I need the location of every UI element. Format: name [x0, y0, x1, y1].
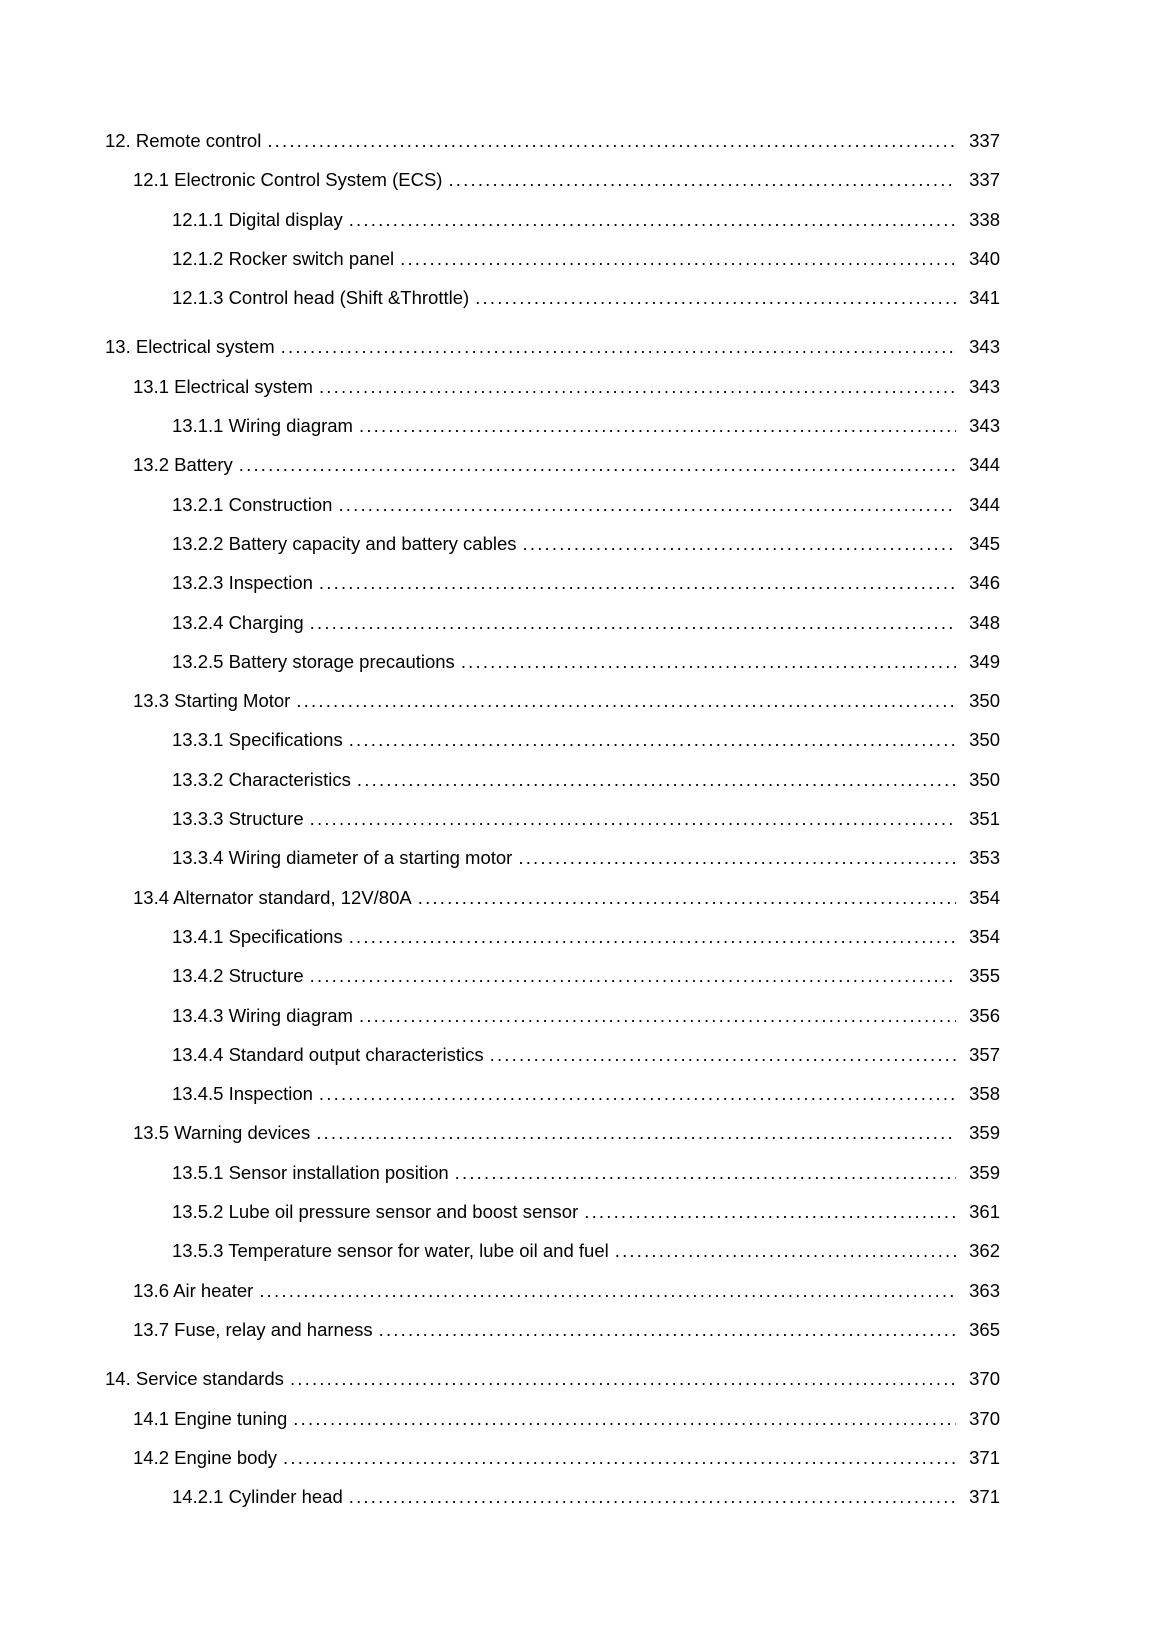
- toc-entry[interactable]: [105, 406, 1000, 445]
- toc-dot-leader: [379, 1310, 956, 1349]
- toc-page-number: 350: [969, 729, 1000, 751]
- toc-page-number: 345: [969, 532, 1000, 554]
- toc-dot-leader: [359, 996, 956, 1035]
- toc-entry-label: 13.2.3 Inspection: [172, 572, 313, 594]
- toc-entry[interactable]: [105, 1310, 1000, 1349]
- toc-entry-label: 13.7 Fuse, relay and harness: [133, 1318, 373, 1340]
- toc-page-number: 359: [969, 1122, 1000, 1144]
- toc-entry-label: 13. Electrical system: [105, 336, 275, 358]
- toc-dot-leader: [523, 524, 956, 563]
- toc-entry[interactable]: [105, 956, 1000, 995]
- toc-entry-label: 12.1.1 Digital display: [172, 208, 343, 230]
- toc-dot-leader: [349, 1477, 956, 1516]
- toc-entry[interactable]: [105, 1192, 1000, 1231]
- toc-entry[interactable]: [105, 642, 1000, 681]
- toc-entry-label: 12.1.3 Control head (Shift &Throttle): [172, 287, 470, 309]
- toc-entry[interactable]: [105, 1153, 1000, 1192]
- toc-entry[interactable]: [105, 563, 1000, 602]
- toc-entry-label: 13.5.2 Lube oil pressure sensor and boost sensor: [172, 1201, 579, 1223]
- toc-dot-leader: [615, 1231, 956, 1270]
- toc-page-number: 343: [969, 336, 1000, 358]
- toc-entry-label: 14.1 Engine tuning: [133, 1407, 288, 1429]
- toc-dot-leader: [310, 603, 956, 642]
- toc-entry[interactable]: [105, 1231, 1000, 1270]
- toc-page-number: 344: [969, 493, 1000, 515]
- toc-dot-leader: [319, 1074, 956, 1113]
- toc-dot-leader: [455, 1153, 956, 1192]
- toc-entry[interactable]: [105, 200, 1000, 239]
- toc-dot-leader: [418, 878, 956, 917]
- toc-dot-leader: [239, 445, 956, 484]
- toc-dot-leader: [349, 720, 956, 759]
- toc-dot-leader: [319, 563, 956, 602]
- toc-entry-label: 13.6 Air heater: [133, 1279, 254, 1301]
- toc-dot-leader: [316, 1113, 956, 1152]
- toc-entry-label: 13.3.2 Characteristics: [172, 768, 351, 790]
- toc-page-number: 354: [969, 886, 1000, 908]
- toc-page-number: 340: [969, 247, 1000, 269]
- toc-page-number: 344: [969, 454, 1000, 476]
- toc-page-number: 365: [969, 1318, 1000, 1340]
- toc-entry[interactable]: [105, 327, 1000, 366]
- toc-entry[interactable]: [105, 603, 1000, 642]
- toc-entry-label: 13.1 Electrical system: [133, 375, 313, 397]
- toc-dot-leader: [584, 1192, 956, 1231]
- toc-entry-label: 14.2.1 Cylinder head: [172, 1486, 343, 1508]
- toc-entry[interactable]: [105, 367, 1000, 406]
- toc-entry-label: 13.4.1 Specifications: [172, 925, 343, 947]
- toc-entry-label: 12. Remote control: [105, 130, 262, 151]
- toc-entry[interactable]: [105, 1113, 1000, 1152]
- toc-entry-label: 13.2 Battery: [133, 454, 233, 476]
- toc-entry[interactable]: [105, 1035, 1000, 1074]
- toc-dot-leader: [349, 917, 956, 956]
- toc-entry-label: 13.3 Starting Motor: [133, 690, 291, 712]
- toc-dot-leader: [283, 1438, 956, 1477]
- toc-entry[interactable]: [105, 917, 1000, 956]
- toc-entry[interactable]: [105, 239, 1000, 278]
- toc-dot-leader: [475, 278, 956, 317]
- toc-dot-leader: [518, 838, 956, 877]
- toc-page-number: 356: [969, 1004, 1000, 1026]
- toc-page-number: 359: [969, 1161, 1000, 1183]
- toc-entry-label: 13.5.3 Temperature sensor for water, lube oil and fuel: [172, 1240, 609, 1262]
- toc-entry[interactable]: [105, 1438, 1000, 1477]
- toc-dot-leader: [310, 799, 956, 838]
- toc-dot-leader: [448, 160, 956, 199]
- toc-dot-leader: [357, 760, 956, 799]
- toc-page-number: 355: [969, 965, 1000, 987]
- toc-entry-label: 13.2.1 Construction: [172, 493, 333, 515]
- toc-entry[interactable]: [105, 1359, 1000, 1398]
- toc-dot-leader: [259, 1271, 956, 1310]
- toc-entry-label: 13.4.5 Inspection: [172, 1083, 313, 1105]
- toc-page-number: 370: [969, 1368, 1000, 1390]
- toc-entry-label: 13.5.1 Sensor installation position: [172, 1161, 449, 1183]
- toc-page-number: 350: [969, 690, 1000, 712]
- toc-entry-label: 14.2 Engine body: [133, 1446, 278, 1468]
- toc-entry[interactable]: [105, 1271, 1000, 1310]
- toc-page-number: 343: [969, 415, 1000, 437]
- table-of-contents: [105, 121, 1000, 1516]
- toc-entry[interactable]: [105, 524, 1000, 563]
- toc-entry[interactable]: [105, 121, 1000, 160]
- toc-entry[interactable]: [105, 160, 1000, 199]
- toc-entry-label: 13.5 Warning devices: [133, 1122, 311, 1144]
- toc-entry[interactable]: [105, 996, 1000, 1035]
- toc-entry-label: 13.3.4 Wiring diameter of a starting motor: [172, 847, 513, 869]
- toc-dot-leader: [296, 681, 956, 720]
- toc-dot-leader: [461, 642, 956, 681]
- toc-dot-leader: [359, 406, 956, 445]
- toc-entry-label: 13.3.3 Structure: [172, 808, 304, 830]
- toc-page-number: 361: [969, 1201, 1000, 1223]
- toc-entry-label: 13.4.2 Structure: [172, 965, 304, 987]
- toc-page-number: 337: [969, 130, 1000, 151]
- toc-entry[interactable]: [105, 760, 1000, 799]
- toc-entry-label: 13.1.1 Wiring diagram: [172, 415, 353, 437]
- toc-page-number: 354: [969, 925, 1000, 947]
- toc-entry-label: 13.4.3 Wiring diagram: [172, 1004, 353, 1026]
- toc-page-number: 341: [969, 287, 1000, 309]
- toc-entry[interactable]: [105, 720, 1000, 759]
- toc-dot-leader: [310, 956, 956, 995]
- toc-entry[interactable]: [105, 278, 1000, 317]
- toc-page-number: 353: [969, 847, 1000, 869]
- toc-entry-label: 13.4.4 Standard output characteristics: [172, 1043, 484, 1065]
- toc-page-number: 350: [969, 768, 1000, 790]
- toc-page-number: 371: [969, 1446, 1000, 1468]
- toc-page-number: 357: [969, 1043, 1000, 1065]
- toc-entry-label: 13.3.1 Specifications: [172, 729, 343, 751]
- toc-page-number: 349: [969, 650, 1000, 672]
- toc-entry[interactable]: [105, 1477, 1000, 1516]
- toc-entry[interactable]: [105, 838, 1000, 877]
- toc-entry[interactable]: [105, 1074, 1000, 1113]
- toc-page-number: 338: [969, 208, 1000, 230]
- toc-page-number: 346: [969, 572, 1000, 594]
- toc-page-number: 358: [969, 1083, 1000, 1105]
- toc-entry-label: 13.2.2 Battery capacity and battery cables: [172, 532, 517, 554]
- toc-dot-leader: [293, 1399, 956, 1438]
- toc-dot-leader: [290, 1359, 956, 1398]
- toc-entry[interactable]: [105, 485, 1000, 524]
- toc-entry-label: 12.1 Electronic Control System (ECS): [133, 169, 443, 191]
- toc-dot-leader: [267, 121, 956, 160]
- toc-page-number: 371: [969, 1486, 1000, 1508]
- toc-page-number: 337: [969, 169, 1000, 191]
- toc-dot-leader: [400, 239, 956, 278]
- toc-dot-leader: [490, 1035, 956, 1074]
- toc-entry-label: 13.2.4 Charging: [172, 611, 304, 633]
- toc-dot-leader: [338, 485, 956, 524]
- toc-entry-label: 13.4 Alternator standard, 12V/80A: [133, 886, 412, 908]
- toc-page-number: 348: [969, 611, 1000, 633]
- toc-page-number: 363: [969, 1279, 1000, 1301]
- toc-entry-label: 14. Service standards: [105, 1368, 284, 1390]
- toc-entry[interactable]: [105, 681, 1000, 720]
- toc-page-number: 351: [969, 808, 1000, 830]
- toc-entry[interactable]: [105, 799, 1000, 838]
- toc-entry-label: 12.1.2 Rocker switch panel: [172, 247, 395, 269]
- toc-entry-label: 13.2.5 Battery storage precautions: [172, 650, 455, 672]
- toc-dot-leader: [281, 327, 956, 366]
- toc-entry[interactable]: [105, 1399, 1000, 1438]
- toc-page-number: 343: [969, 375, 1000, 397]
- toc-entry[interactable]: [105, 445, 1000, 484]
- toc-page-number: 362: [969, 1240, 1000, 1262]
- toc-dot-leader: [319, 367, 956, 406]
- toc-entry[interactable]: [105, 878, 1000, 917]
- toc-page-number: 370: [969, 1407, 1000, 1429]
- toc-dot-leader: [349, 200, 956, 239]
